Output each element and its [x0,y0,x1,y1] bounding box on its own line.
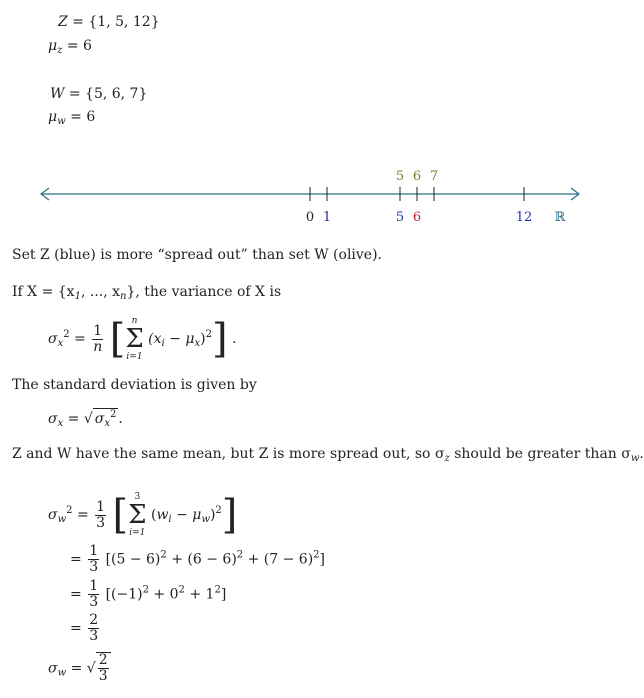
sum-lower: i=1 [129,528,146,538]
fraction-denominator: 3 [98,668,108,684]
set-z-definition: Z = {1, 5, 12} [58,14,160,30]
summation [125,316,143,362]
intro-part-b: , ..., x [80,284,120,300]
compare-part-b: should be greater than σ [449,446,631,462]
fraction-numerator: 2 [89,612,99,628]
mean-symbol: μ [48,38,58,54]
line3-part-b: + 0 [148,586,179,603]
intro-part-c: }, the variance of X is [126,284,282,300]
fraction-denominator: 3 [89,594,99,610]
spread-sentence: Set Z (blue) is more “spread out” than set W (olive). [12,247,383,263]
fraction-numerator: 1 [93,322,103,339]
fraction-numerator: 1 [89,578,99,594]
mean-value: 6 [83,38,92,54]
w-variance-line1: $\sigma_w^2$ = $\frac{1}{3}$ [ 3 Σ i=1 $(w_i - \mu_w)^2$] [48,492,238,538]
set-w-mean: $\mu_w = 6$ [48,109,96,127]
compare-part-a: Z and W have the same mean, but Z is more spread out, so σ [12,446,445,462]
mean-symbol: μ [48,109,58,125]
olive-label-6: 6 [412,169,422,184]
std-formula: $\sigma_x$ = √ $\sigma_x^2$ . [48,409,123,429]
fraction-denominator: n [93,338,103,355]
label-1: 1 [322,210,332,225]
std-intro: The standard deviation is given by [12,377,257,393]
fraction-denominator: 3 [89,559,99,575]
fraction-numerator: 1 [96,498,106,515]
set-w-label: W [50,86,65,102]
fraction-numerator: 2 [98,652,108,668]
set-z-mean: $\mu_z = 6$ [48,38,92,56]
variance-formula: $\sigma_x^2$ = $\frac{1}{n}$ [ n Σ i=1 $(x_i - \mu_x)^2$] . [48,316,237,362]
sum-symbol: Σ [128,500,147,530]
intro-part-a: If X = {x [12,284,75,300]
set-z-elements: {1, 5, 12} [88,14,160,30]
set-w-elements: {5, 6, 7} [85,86,148,102]
line2-part-b: + (6 − 6) [166,551,237,568]
compare-part-c: . [639,446,644,462]
variance-fraction [92,324,103,355]
label-0: 0 [305,210,315,225]
w-variance-line4: = $\frac{2}{3}$ [70,612,99,644]
label-6: 6 [412,210,422,225]
sum-symbol: Σ [125,324,144,354]
label-12: 12 [515,210,533,225]
olive-label-5: 5 [395,169,405,184]
number-line [0,160,614,230]
sigma-symbol: σ [48,411,58,427]
w-variance-line3: = $\frac{1}{3}$ $[(-1)^2 + 0^2 + 1^2]$ [70,578,227,610]
fraction-denominator: 3 [96,514,106,531]
set-z-label: Z [58,14,68,30]
mean-subscript: z [57,45,63,56]
mean-value: 6 [86,109,96,125]
variance-intro: If $X = \{x_1$, ..., $x_n$}, the variance of X is [12,284,282,302]
variance-body: (x [148,331,162,347]
line3-part-a: [(−1) [105,586,143,603]
compare-sentence: Z and W have the same mean, but Z is more spread out, so $\sigma_z$ should be greater than $\sigma_w$. [12,446,644,464]
set-w-definition: W = {5, 6, 7} [50,86,148,102]
line3-part-c: + 1 [184,586,215,603]
line2-part-a: [(5 − 6) [105,551,161,568]
line2-part-c: + (7 − 6) [243,551,314,568]
sum-upper: 3 [134,492,141,502]
mean-subscript: w [57,116,66,127]
olive-label-7: 7 [429,169,439,184]
sum-lower: i=1 [126,352,143,362]
real-symbol: ℝ [554,210,566,225]
fraction-numerator: 1 [89,543,99,559]
fraction-denominator: 3 [89,628,99,644]
w-variance-line2: = $\frac{1}{3}$ $[(5 - 6)^2 + (6 - 6)^2 + (7 - 6)^2]$ [70,543,325,575]
sum-upper: n [131,316,138,326]
sigma-symbol: σ [48,331,58,347]
w-std-result: $\sigma_w$ = √ $\frac{2}{3}$ [48,652,111,684]
label-5: 5 [395,210,405,225]
